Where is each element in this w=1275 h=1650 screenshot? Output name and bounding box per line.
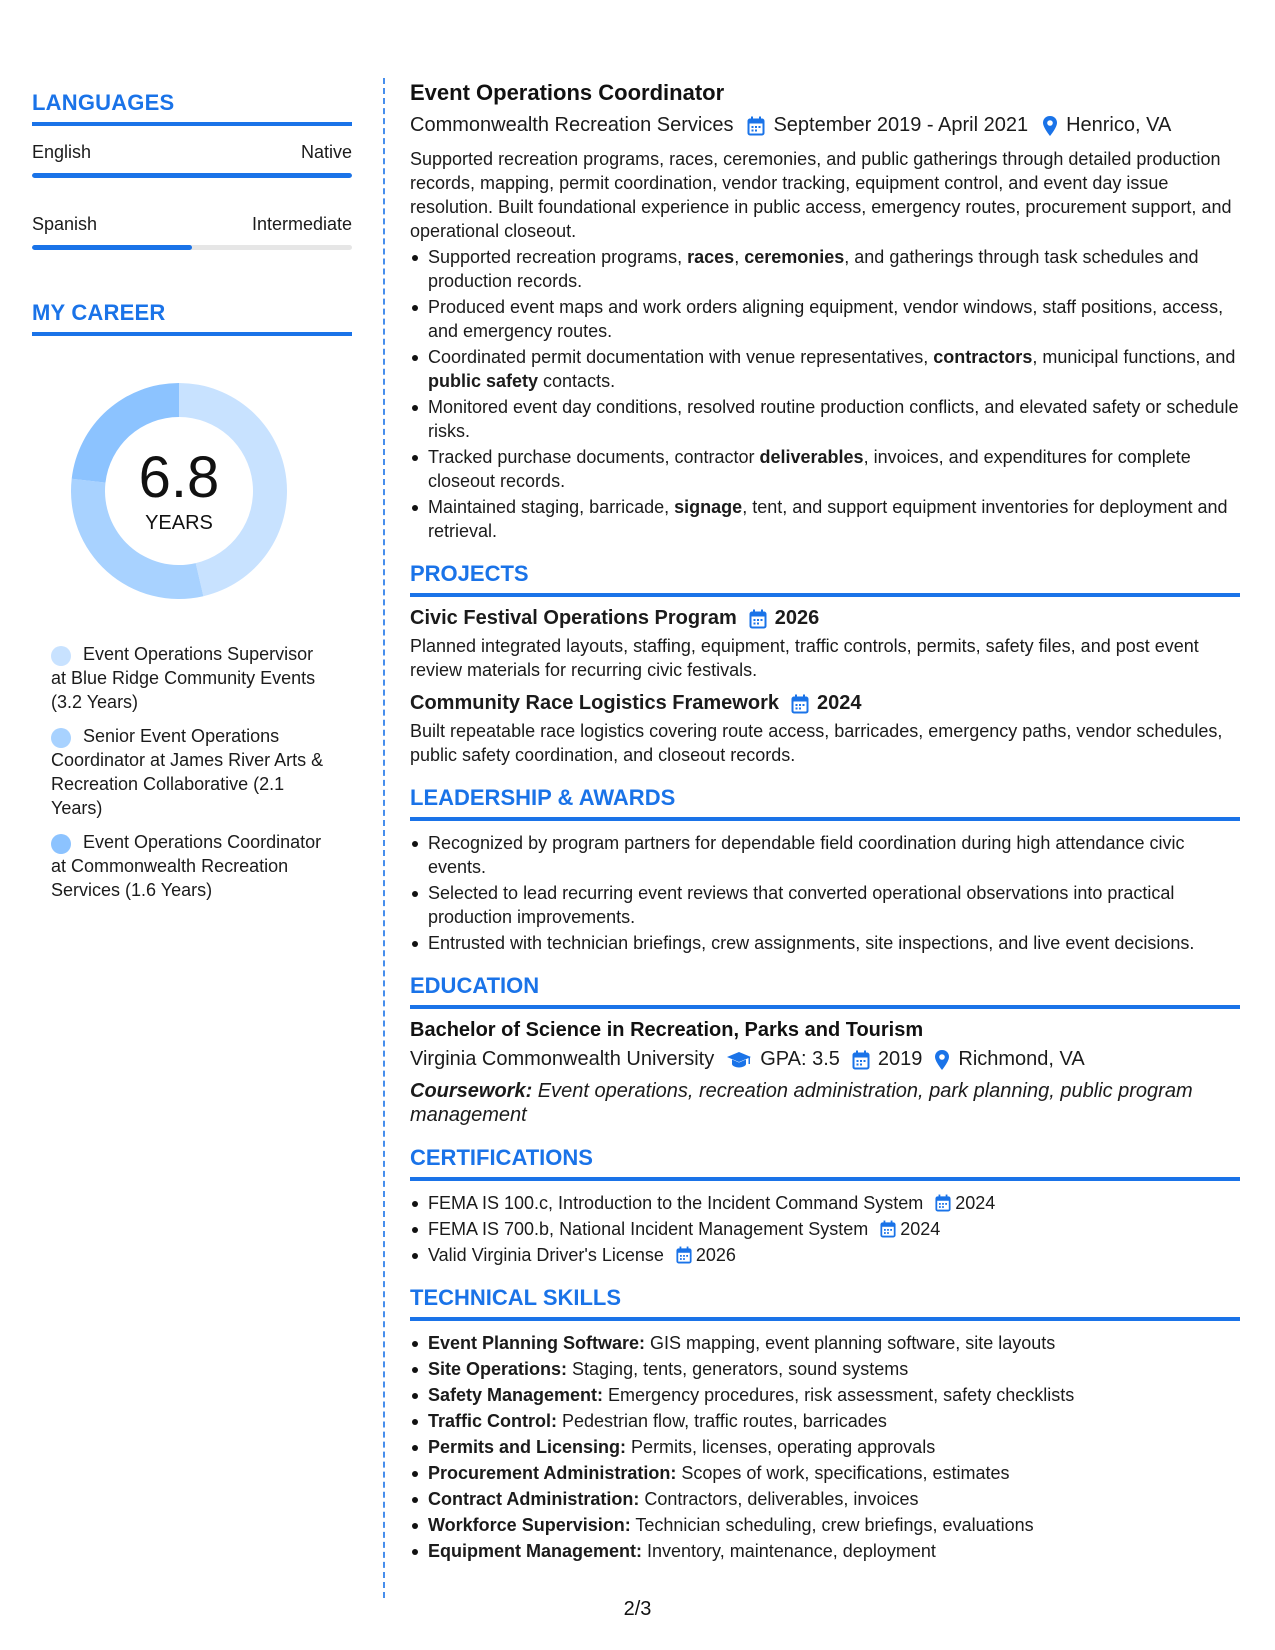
language-proficiency-bar bbox=[32, 173, 352, 178]
education-gpa: GPA: 3.5 bbox=[760, 1048, 840, 1070]
bullet-text: Supported recreation programs, bbox=[428, 247, 688, 267]
page-number: 2/3 bbox=[623, 1598, 652, 1620]
leadership-item: Selected to lead recurring event reviews that converted operational observations into practical production improvements. bbox=[410, 881, 1240, 929]
skill-value: Technician scheduling, crew briefings, evaluations bbox=[630, 1515, 1034, 1535]
job-bullet bbox=[410, 395, 1240, 443]
project-title: Civic Festival Operations Program bbox=[410, 607, 737, 629]
certifications-list bbox=[410, 1191, 1240, 1267]
bullet-text: , municipal functions, and bbox=[1032, 347, 1236, 367]
leadership-heading: LEADERSHIP & AWARDS bbox=[410, 785, 1240, 821]
project-title: Community Race Logistics Framework bbox=[410, 692, 779, 714]
language-level: Intermediate bbox=[251, 214, 352, 234]
education-year: 2019 bbox=[877, 1048, 923, 1070]
career-legend-item bbox=[51, 724, 331, 820]
skill-value: Permits, licenses, operating approvals bbox=[626, 1437, 936, 1457]
calendar-icon bbox=[747, 116, 765, 136]
career-legend-item bbox=[51, 830, 331, 902]
bullet-keyword: contractors bbox=[933, 347, 1033, 367]
education-location: Richmond, VA bbox=[958, 1048, 1085, 1070]
skill-value: Scopes of work, specifications, estimates bbox=[676, 1463, 1010, 1483]
skill-label: Equipment Management: bbox=[428, 1541, 643, 1561]
skill-item bbox=[410, 1435, 1240, 1459]
job-summary: Supported recreation programs, races, ceremonies, and public gatherings through detailed production records, mapping, permit coordination, vendor tracking, equipment control, and event day issue resolution. Built foundational experience in public access, emergency routes, procurement support, and operational closeout. bbox=[410, 149, 1232, 241]
skill-value: Contractors, deliverables, invoices bbox=[639, 1489, 919, 1509]
bullet-text: contacts. bbox=[538, 371, 616, 391]
skill-item bbox=[410, 1461, 1240, 1485]
graduation-cap-icon bbox=[726, 1051, 752, 1069]
certification-item bbox=[410, 1191, 1240, 1215]
career-total-value: 6.8 bbox=[138, 444, 220, 510]
language-item bbox=[32, 142, 352, 178]
bullet-text: , tent, and support equipment inventories for deployment and retrieval. bbox=[428, 497, 1228, 541]
bullet-text: , invoices, and expenditures for complete closeout records. bbox=[428, 447, 1191, 491]
skill-item bbox=[410, 1409, 1240, 1433]
career-total-unit: YEARS bbox=[145, 511, 213, 534]
skill-item bbox=[410, 1357, 1240, 1381]
job-title: Event Operations Coordinator bbox=[410, 80, 725, 105]
career-legend-label: Senior Event Operations Coordinator at James River Arts & Recreation Collaborative (2.1 Years) bbox=[51, 726, 324, 818]
skill-value: Pedestrian flow, traffic routes, barricades bbox=[557, 1411, 887, 1431]
job-bullet bbox=[410, 295, 1240, 343]
career-legend-label: Event Operations Coordinator at Commonwealth Recreation Services (1.6 Years) bbox=[51, 832, 322, 900]
bullet-text: Monitored event day conditions, resolved routine production conflicts, and elevated safety or schedule risks. bbox=[428, 397, 1239, 441]
skill-label: Procurement Administration: bbox=[428, 1463, 677, 1483]
legend-dot bbox=[51, 728, 71, 748]
skill-item bbox=[410, 1487, 1240, 1511]
education-coursework bbox=[410, 1079, 1240, 1127]
column-divider bbox=[383, 78, 385, 1598]
language-name: English bbox=[32, 142, 92, 162]
calendar-icon bbox=[749, 609, 767, 629]
skill-label: Traffic Control: bbox=[428, 1411, 557, 1431]
skills-heading: TECHNICAL SKILLS bbox=[410, 1285, 1240, 1321]
skill-label: Safety Management: bbox=[428, 1385, 604, 1405]
certification-name: FEMA IS 100.c, Introduction to the Incident Command System bbox=[428, 1193, 924, 1213]
skills-list bbox=[410, 1331, 1240, 1563]
job-company: Commonwealth Recreation Services bbox=[410, 114, 734, 136]
language-proficiency-fill bbox=[32, 245, 192, 250]
bullet-keyword: races bbox=[687, 247, 735, 267]
language-name: Spanish bbox=[32, 214, 98, 234]
skill-label: Permits and Licensing: bbox=[428, 1437, 627, 1457]
skill-item bbox=[410, 1331, 1240, 1355]
project-year: 2024 bbox=[816, 692, 862, 714]
skill-value: GIS mapping, event planning software, site layouts bbox=[645, 1333, 1056, 1353]
leadership-item: Entrusted with technician briefings, crew assignments, site inspections, and live event decisions. bbox=[410, 931, 1240, 955]
skill-value: Inventory, maintenance, deployment bbox=[642, 1541, 936, 1561]
location-pin-icon bbox=[934, 1049, 950, 1071]
skill-item bbox=[410, 1383, 1240, 1407]
skill-value: Staging, tents, generators, sound systems bbox=[567, 1359, 909, 1379]
skill-label: Contract Administration: bbox=[428, 1489, 640, 1509]
leadership-item: Recognized by program partners for dependable field coordination during high attendance civic events. bbox=[410, 831, 1240, 879]
skill-value: Emergency procedures, risk assessment, safety checklists bbox=[603, 1385, 1075, 1405]
calendar-icon bbox=[676, 1246, 692, 1264]
coursework-text: Event operations, recreation administration, park planning, public program management bbox=[410, 1080, 1193, 1126]
bullet-text: , and gatherings through task schedules and production records. bbox=[428, 247, 1199, 291]
language-proficiency-bar bbox=[32, 245, 352, 250]
calendar-icon bbox=[852, 1050, 870, 1070]
calendar-icon bbox=[791, 694, 809, 714]
bullet-keyword: signage bbox=[674, 497, 743, 517]
project-item bbox=[410, 607, 1240, 682]
skill-item bbox=[410, 1513, 1240, 1537]
career-legend-item bbox=[51, 642, 331, 714]
legend-dot bbox=[51, 834, 71, 854]
calendar-icon bbox=[880, 1220, 896, 1238]
bullet-text: , bbox=[734, 247, 745, 267]
bullet-text: Tracked purchase documents, contractor bbox=[428, 447, 760, 467]
job-bullets bbox=[410, 245, 1240, 543]
education-heading: EDUCATION bbox=[410, 973, 1240, 1009]
education-school: Virginia Commonwealth University bbox=[410, 1048, 715, 1070]
job-bullet bbox=[410, 345, 1240, 393]
certification-item bbox=[410, 1243, 1240, 1267]
sidebar bbox=[32, 90, 352, 912]
project-year: 2026 bbox=[774, 607, 820, 629]
legend-dot bbox=[51, 646, 71, 666]
project-description: Built repeatable race logistics covering route access, barricades, emergency paths, vendor schedules, public safety coordination, and closeout records. bbox=[410, 721, 1223, 765]
language-item bbox=[32, 214, 352, 250]
job-bullet bbox=[410, 495, 1240, 543]
language-proficiency-fill bbox=[32, 173, 352, 178]
bullet-keyword: deliverables bbox=[759, 447, 864, 467]
job-bullet bbox=[410, 445, 1240, 493]
bullet-keyword: public safety bbox=[428, 371, 539, 391]
bullet-text: Produced event maps and work orders aligning equipment, vendor windows, staff positions, access, and emergency routes. bbox=[428, 297, 1224, 341]
job-location: Henrico, VA bbox=[1066, 114, 1172, 136]
skill-item bbox=[410, 1539, 1240, 1563]
main-content bbox=[410, 80, 1240, 1565]
skill-label: Site Operations: bbox=[428, 1359, 568, 1379]
project-item bbox=[410, 692, 1240, 767]
education-degree: Bachelor of Science in Recreation, Parks and Tourism bbox=[410, 1019, 924, 1041]
certification-year: 2026 bbox=[695, 1245, 736, 1265]
certification-name: FEMA IS 700.b, National Incident Management System bbox=[428, 1219, 869, 1239]
bullet-keyword: ceremonies bbox=[744, 247, 845, 267]
certification-year: 2024 bbox=[900, 1219, 941, 1239]
coursework-label: Coursework: bbox=[410, 1080, 533, 1102]
certification-name: Valid Virginia Driver's License bbox=[428, 1245, 664, 1265]
bullet-text: Coordinated permit documentation with venue representatives, bbox=[428, 347, 934, 367]
career-legend-label: Event Operations Supervisor at Blue Ridge Community Events (3.2 Years) bbox=[51, 644, 316, 712]
bullet-text: Maintained staging, barricade, bbox=[428, 497, 675, 517]
job-bullet bbox=[410, 245, 1240, 293]
job-dates: September 2019 - April 2021 bbox=[773, 114, 1029, 136]
certification-year: 2024 bbox=[955, 1193, 996, 1213]
location-pin-icon bbox=[1042, 115, 1058, 137]
education-meta bbox=[410, 1048, 1240, 1071]
project-description: Planned integrated layouts, staffing, equipment, traffic controls, permits, safety files, and post event review materials for recurring civic festivals. bbox=[410, 636, 1199, 680]
leadership-list bbox=[410, 831, 1240, 955]
job-meta bbox=[410, 114, 1240, 137]
certifications-heading: CERTIFICATIONS bbox=[410, 1145, 1240, 1181]
career-donut-chart bbox=[64, 376, 294, 606]
skill-label: Event Planning Software: bbox=[428, 1333, 646, 1353]
languages-heading: LANGUAGES bbox=[32, 90, 352, 126]
calendar-icon bbox=[935, 1194, 951, 1212]
career-heading: MY CAREER bbox=[32, 300, 352, 336]
language-level: Native bbox=[300, 142, 352, 162]
projects-heading: PROJECTS bbox=[410, 561, 1240, 597]
skill-label: Workforce Supervision: bbox=[428, 1515, 631, 1535]
career-legend bbox=[51, 642, 331, 902]
certification-item bbox=[410, 1217, 1240, 1241]
